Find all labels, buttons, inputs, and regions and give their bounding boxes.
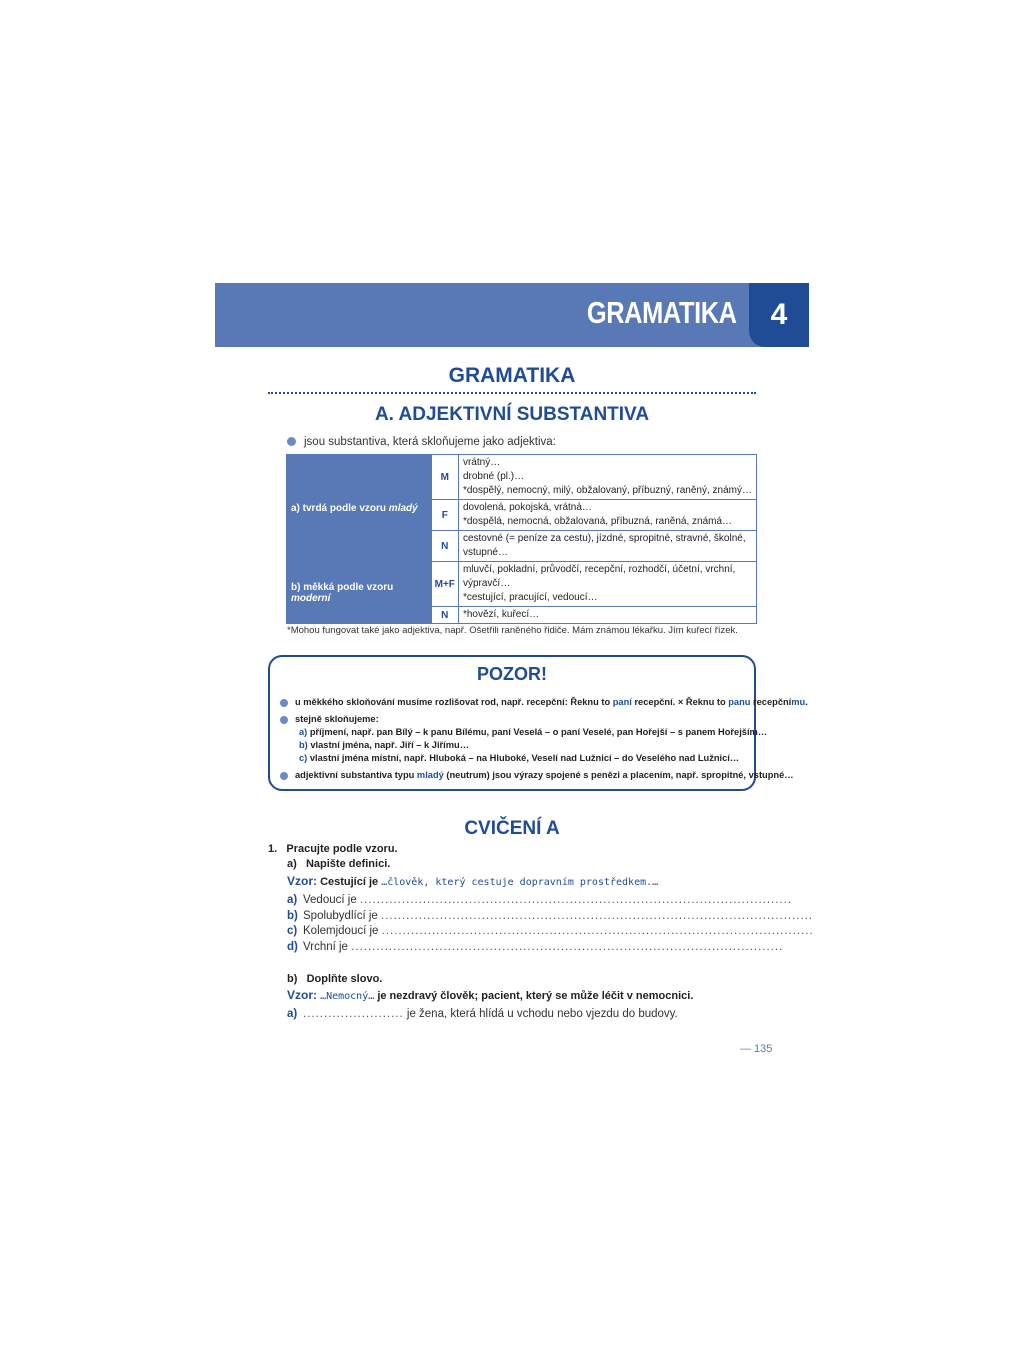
examples-cell: dovolená, pokojská, vrátná… *dospělá, nemocná, obžalovaná, příbuzná, raněná, známá… [458, 500, 756, 531]
answer-row[interactable]: a) ........................ je žena, která hlídá u vchodu nebo vjezdu do budovy. [287, 1008, 678, 1020]
dotted-divider [268, 392, 756, 394]
pozor-sub-c: c) vlastní jména místní, např. Hluboká – na Hluboké, Veselí nad Lužnicí – do Veselého nad Lužnicí… [299, 753, 740, 763]
pozor-bullet-3: adjektivní substantiva typu mladý (neutrum) jsou výrazy spojené s penězi a placením, např. spropitné, vstupné… [280, 770, 794, 780]
intro-label: jsou substantiva, která skloňujeme jako adjektiva: [304, 436, 556, 448]
answer-row[interactable]: b) Spolubydlící je ....................................................................................................... [287, 910, 814, 922]
main-title: GRAMATIKA [448, 364, 576, 387]
pozor-title: POZOR! [477, 664, 547, 684]
pozor-sub-b: b) vlastní jména, např. Jiří – k Jiřímu… [299, 740, 469, 750]
bullet-icon [280, 772, 288, 780]
examples-cell: mluvčí, pokladní, průvodčí, recepční, rozhodčí, účetní, vrchní, výpravčí… *cestující, pracující, vedoucí… [458, 562, 756, 607]
gender-cell: N [431, 531, 458, 562]
chapter-header-title: GRAMATIKA [587, 295, 737, 330]
pozor-bullet-1: u měkkého skloňování musíme rozlišovat rod, např. recepční: Řeknu to paní recepční. × Řeknu to panu recepčnímu. [280, 697, 808, 707]
exercise-title: CVIČENÍ A [464, 818, 560, 839]
intro-text [287, 436, 556, 448]
section-title: A. ADJEKTIVNÍ SUBSTANTIVA [374, 404, 650, 425]
page-number: — 135 [740, 1043, 773, 1055]
pozor-box [268, 655, 808, 791]
task-b-example: Vzor: …Nemocný… je nezdravý člověk; pacient, který se může léčit v nemocnici. [287, 988, 694, 1002]
bullet-icon [287, 437, 296, 446]
table-footnote: *Mohou fungovat také jako adjektiva, např. Ošetřili raněného řidiče. Mám známou lékařku. Jím kuřecí řízek. [287, 625, 738, 636]
chapter-header-band [215, 283, 809, 347]
bullet-icon [280, 716, 288, 724]
chapter-number: 4 [749, 283, 809, 347]
answer-row[interactable]: c) Kolemjdoucí je ....................................................................................................... [287, 925, 814, 937]
examples-cell: vrátný… drobné (pl.)… *dospělý, nemocný, milý, obžalovaný, příbuzný, raněný, známý… [458, 455, 756, 500]
task-heading: 1. Pracujte podle vzoru. [268, 843, 398, 855]
pozor-sub-a: a) příjmení, např. pan Bílý – k panu Bílému, paní Veselá – o paní Veselé, pan Hořejší – s panem Hořejším… [299, 727, 768, 737]
gender-cell: N [431, 607, 458, 624]
examples-cell: *hovězí, kuřecí… [458, 607, 756, 624]
bullet-icon [280, 699, 288, 707]
examples-cell: cestovné (= peníze za cestu), jízdné, spropitné, stravné, školné, vstupné… [458, 531, 756, 562]
task-b-heading: b) Doplňte slovo. [287, 973, 383, 985]
soft-declension-label: b) měkká podle vzoru moderní [287, 562, 432, 624]
table-row [287, 455, 757, 500]
task-a-example: Vzor: Cestující je …člověk, který cestuje dopravním prostředkem.… [287, 874, 659, 888]
table-row [287, 562, 757, 607]
gender-cell: M [431, 455, 458, 500]
answer-row[interactable]: a) Vedoucí je ....................................................................................................... [287, 894, 793, 906]
gender-cell: F [431, 500, 458, 531]
task-a-heading: a) Napište definici. [287, 858, 391, 870]
pozor-bullet-2: stejně skloňujeme: [280, 714, 379, 724]
answer-row[interactable]: d) Vrchní je ....................................................................................................... [287, 941, 784, 953]
grammar-table [286, 454, 757, 624]
hard-declension-label: a) tvrdá podle vzoru mladý [287, 455, 432, 562]
gender-cell: M+F [431, 562, 458, 607]
